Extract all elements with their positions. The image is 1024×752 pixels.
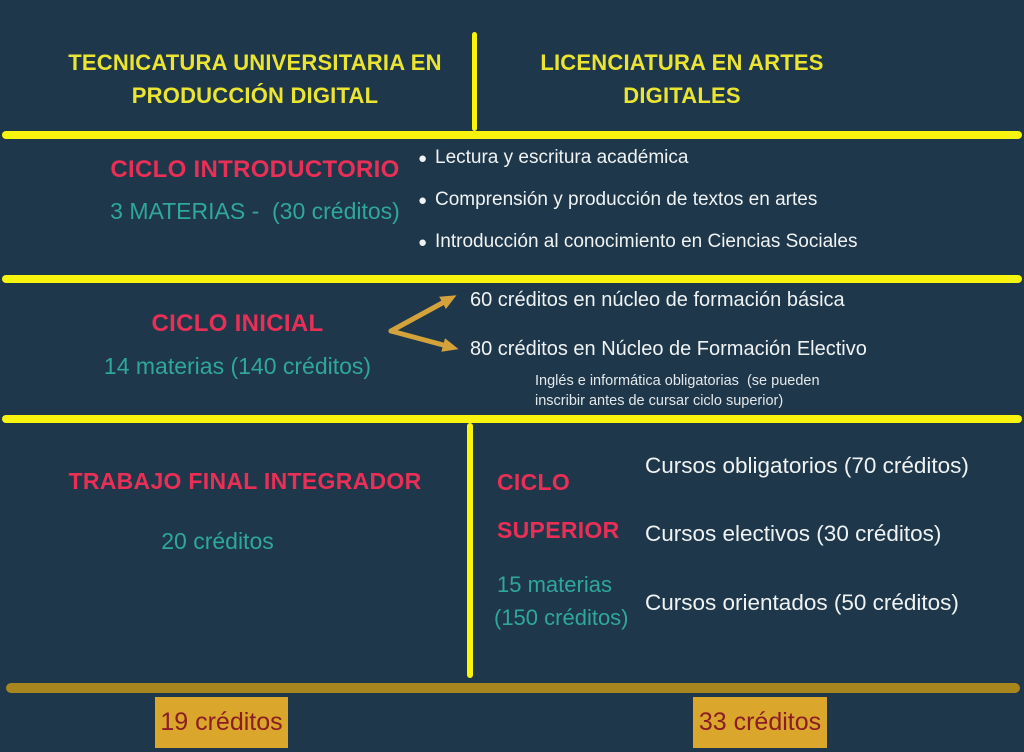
program-title-licenciatura-line2: DIGITALES (623, 83, 741, 108)
bullet-dot-icon: ● (418, 150, 428, 167)
ciclo-inicial-subtitle: 14 materias (140 créditos) (103, 353, 372, 379)
program-title-licenciatura-line1: LICENCIATURA EN ARTES (540, 50, 824, 75)
program-title-tecnicatura-line2: PRODUCCIÓN DIGITAL (131, 83, 379, 108)
section-divider-bottom (2, 415, 1022, 423)
total-credits-left-label: 19 créditos (160, 708, 283, 736)
section-divider-top (2, 131, 1022, 139)
timeline-bar (6, 683, 1020, 693)
section-divider-middle (2, 275, 1022, 283)
total-credits-box-right (693, 697, 827, 748)
ciclo-inicial-title: CICLO INICIAL (151, 310, 324, 337)
ciclo-inicial-note (535, 372, 955, 411)
program-title-tecnicatura (40, 46, 470, 112)
note-line1: Inglés e informática obligatorias (se pueden (535, 373, 820, 389)
bullet-dot-icon: ● (418, 192, 428, 209)
ciclo-superior-title-line2: SUPERIOR (497, 517, 620, 543)
trabajo-final-credits: 20 créditos (161, 528, 274, 554)
trabajo-final-title: TRABAJO FINAL INTEGRADOR (68, 468, 422, 494)
list-item: ● Comprensión y producción de textos en artes (418, 188, 1008, 212)
total-credits-right-label: 33 créditos (698, 708, 822, 736)
ciclo-superior-subtitle-line1: 15 materias (497, 572, 612, 597)
ciclo-introductorio-course-list (418, 146, 1008, 272)
ciclo-inicial-branch-basica: 60 créditos en núcleo de formación básica (470, 289, 845, 311)
program-title-licenciatura (507, 46, 857, 112)
ciclo-introductorio-subtitle: 3 MATERIAS - (30 créditos) (110, 198, 400, 224)
list-item: ● Lectura y escritura académica (418, 146, 1008, 170)
header-divider-line (472, 32, 477, 131)
ciclo-superior-item-orientados: Cursos orientados (50 créditos) (645, 590, 959, 615)
bullet-dot-icon: ● (418, 234, 428, 251)
ciclo-introductorio-title: CICLO INTRODUCTORIO (110, 156, 400, 183)
ciclo-superior-title-line1: CICLO (497, 469, 571, 495)
branch-arrows-icon (386, 288, 466, 358)
total-credits-box-left (155, 697, 288, 748)
ciclo-superior-item-obligatorios: Cursos obligatorios (70 créditos) (645, 453, 969, 478)
lower-section-divider-line (467, 423, 473, 678)
program-title-tecnicatura-line1: TECNICATURA UNIVERSITARIA EN (68, 50, 442, 75)
ciclo-superior-item-electivos: Cursos electivos (30 créditos) (645, 521, 942, 546)
note-line2: inscribir antes de cursar ciclo superior) (535, 392, 784, 409)
list-item: ● Introducción al conocimiento en Ciencias Sociales (418, 230, 1008, 254)
ciclo-superior-subtitle-line2: (150 créditos) (494, 605, 629, 630)
ciclo-inicial-branch-electivo: 80 créditos en Núcleo de Formación Electivo (470, 338, 867, 360)
